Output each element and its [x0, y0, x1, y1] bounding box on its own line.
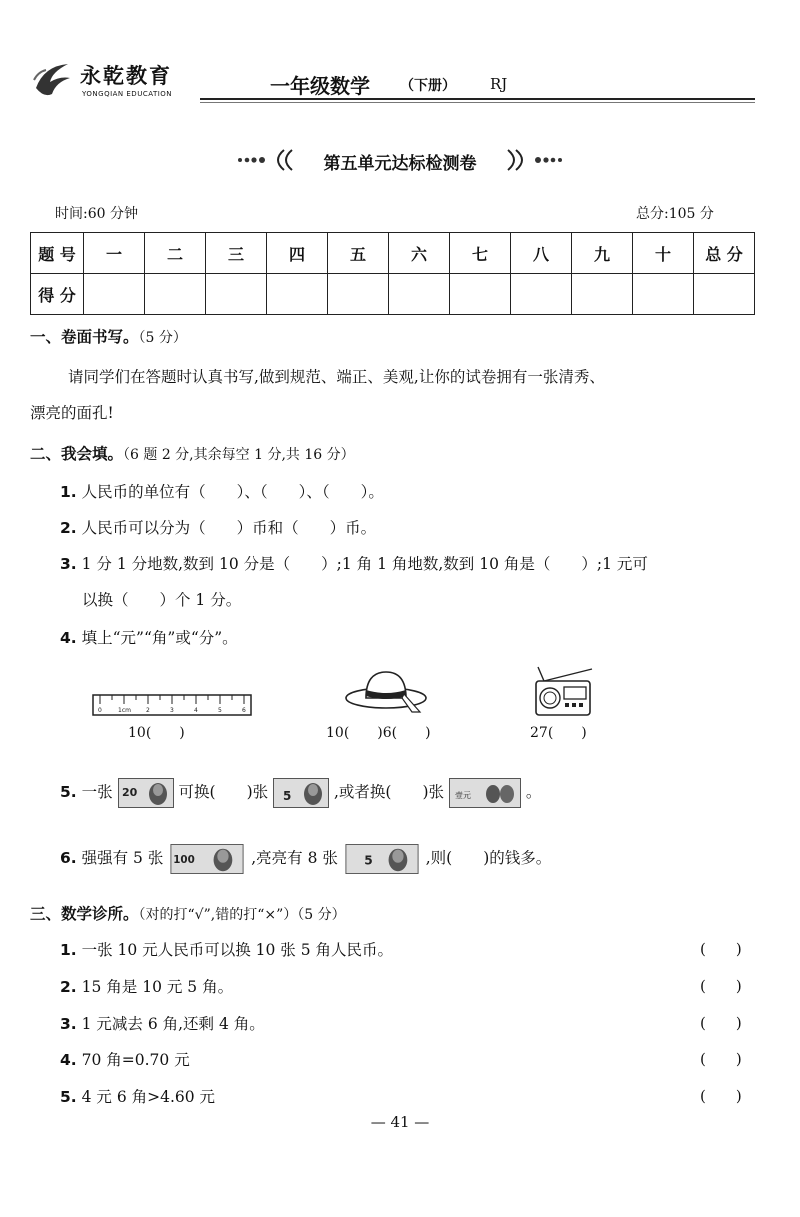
question-2-6: 6. 强强有 5 张 100 ,亮亮有 8 张 5 ,则( )的钱多。 — [60, 841, 551, 875]
judge-item: 5. 4 元 6 角>4.60 元 — [60, 1088, 216, 1106]
row-label: 题 号 — [31, 233, 84, 274]
ruler-label: 6 — [242, 707, 246, 714]
question-2-3-cont: 以换（ ）个 1 分。 — [82, 591, 242, 609]
section-3-heading: 三、数学诊所。（对的打“√”,错的打“×”）（5 分） — [30, 905, 346, 923]
question-2-5: 5. 一张 20 可换( )张 5 ,或者换( )张 壹元 。 — [60, 775, 541, 809]
banknote-100-icon — [168, 844, 246, 874]
score-cell[interactable] — [694, 274, 755, 315]
section-1-text: 漂亮的面孔! — [30, 404, 114, 422]
col-header: 总 分 — [694, 233, 755, 274]
banknote-1-yuan-icon — [449, 778, 521, 808]
edition-label: RJ — [490, 75, 508, 93]
col-header: 二 — [145, 233, 206, 274]
score-cell[interactable] — [450, 274, 511, 315]
row-label: 得 分 — [31, 274, 84, 315]
bill-denomination: 100 — [173, 853, 196, 866]
header-rule-thin — [200, 102, 755, 103]
header-rule — [200, 98, 755, 100]
bill-denomination: 20 — [121, 786, 137, 799]
bill-denomination: 5 — [283, 789, 292, 803]
judge-item: 3. 1 元减去 6 角,还剩 4 角。 — [60, 1015, 265, 1033]
answer-paren[interactable]: ( ) — [700, 1050, 742, 1068]
banknote-5-icon — [273, 778, 329, 808]
logo-text: 永乾教育 — [80, 63, 172, 88]
judge-item: 1. 一张 10 元人民币可以换 10 张 5 角人民币。 — [60, 941, 393, 959]
ruler-icon — [92, 694, 252, 716]
judge-item: 2. 15 角是 10 元 5 角。 — [60, 978, 234, 996]
ruler-label: 3 — [170, 707, 174, 714]
volume-label: （下册） — [400, 78, 456, 94]
answer-paren[interactable]: ( ) — [700, 1014, 742, 1032]
section-1-text: 请同学们在答题时认真书写,做到规范、端正、美观,让你的试卷拥有一张清秀、 — [68, 368, 605, 386]
ruler-label: 5 — [218, 707, 222, 714]
radio-icon — [534, 665, 596, 719]
time-limit: 时间:60 分钟 — [55, 206, 138, 222]
page-title: 一年级数学 — [270, 74, 370, 98]
banknote-20-icon — [118, 778, 174, 808]
score-cell[interactable] — [84, 274, 145, 315]
score-table — [30, 232, 755, 315]
hat-icon — [342, 668, 434, 718]
section-1-heading: 一、卷面书写。（5 分） — [30, 328, 187, 346]
answer-paren[interactable]: ( ) — [700, 940, 742, 958]
answer-paren[interactable]: ( ) — [700, 977, 742, 995]
col-header: 十 — [633, 233, 694, 274]
exam-title: 第五单元达标检测卷 — [323, 154, 477, 174]
ruler-label: 0 — [98, 707, 102, 714]
answer-paren[interactable]: ( ) — [700, 1087, 742, 1105]
col-header: 六 — [389, 233, 450, 274]
question-2-3: 3. 1 分 1 分地数,数到 10 分是（ ）;1 角 1 角地数,数到 10 角是（ ）;1 元可 — [60, 555, 648, 573]
col-header: 八 — [511, 233, 572, 274]
hat-blank: 10( )6( ) — [326, 725, 431, 741]
score-cell[interactable] — [572, 274, 633, 315]
score-cell[interactable] — [145, 274, 206, 315]
ruler-blank: 10( ) — [128, 725, 185, 741]
col-header: 五 — [328, 233, 389, 274]
banknote-5-icon — [343, 844, 421, 874]
score-cell[interactable] — [633, 274, 694, 315]
col-header: 七 — [450, 233, 511, 274]
score-cell[interactable] — [267, 274, 328, 315]
logo-subtext: YONGQIAN EDUCATION — [82, 90, 173, 98]
radio-blank: 27( ) — [530, 725, 587, 741]
col-header: 三 — [206, 233, 267, 274]
col-header: 九 — [572, 233, 633, 274]
score-cell[interactable] — [328, 274, 389, 315]
col-header: 四 — [267, 233, 328, 274]
section-2-heading: 二、我会填。（6 题 2 分,其余每空 1 分,共 16 分） — [30, 445, 355, 463]
score-cell[interactable] — [511, 274, 572, 315]
judge-item: 4. 70 角=0.70 元 — [60, 1051, 190, 1069]
ruler-label: 4 — [194, 707, 198, 714]
score-cell[interactable] — [389, 274, 450, 315]
col-header: 一 — [84, 233, 145, 274]
logo-icon — [30, 58, 74, 102]
ruler-label: 2 — [146, 707, 150, 714]
bill-denomination: 壹元 — [454, 791, 471, 800]
page-number: — 41 — — [370, 1113, 430, 1131]
question-2-4: 4. 填上“元”“角”或“分”。 — [60, 629, 238, 647]
bill-denomination: 5 — [364, 853, 373, 868]
question-2-2: 2. 人民币可以分为（ ）币和（ ）币。 — [60, 519, 377, 537]
score-cell[interactable] — [206, 274, 267, 315]
total-score: 总分:105 分 — [636, 206, 714, 222]
ruler-label: 1cm — [118, 707, 131, 714]
question-2-1: 1. 人民币的单位有（ ）、（ ）、（ ）。 — [60, 483, 384, 501]
